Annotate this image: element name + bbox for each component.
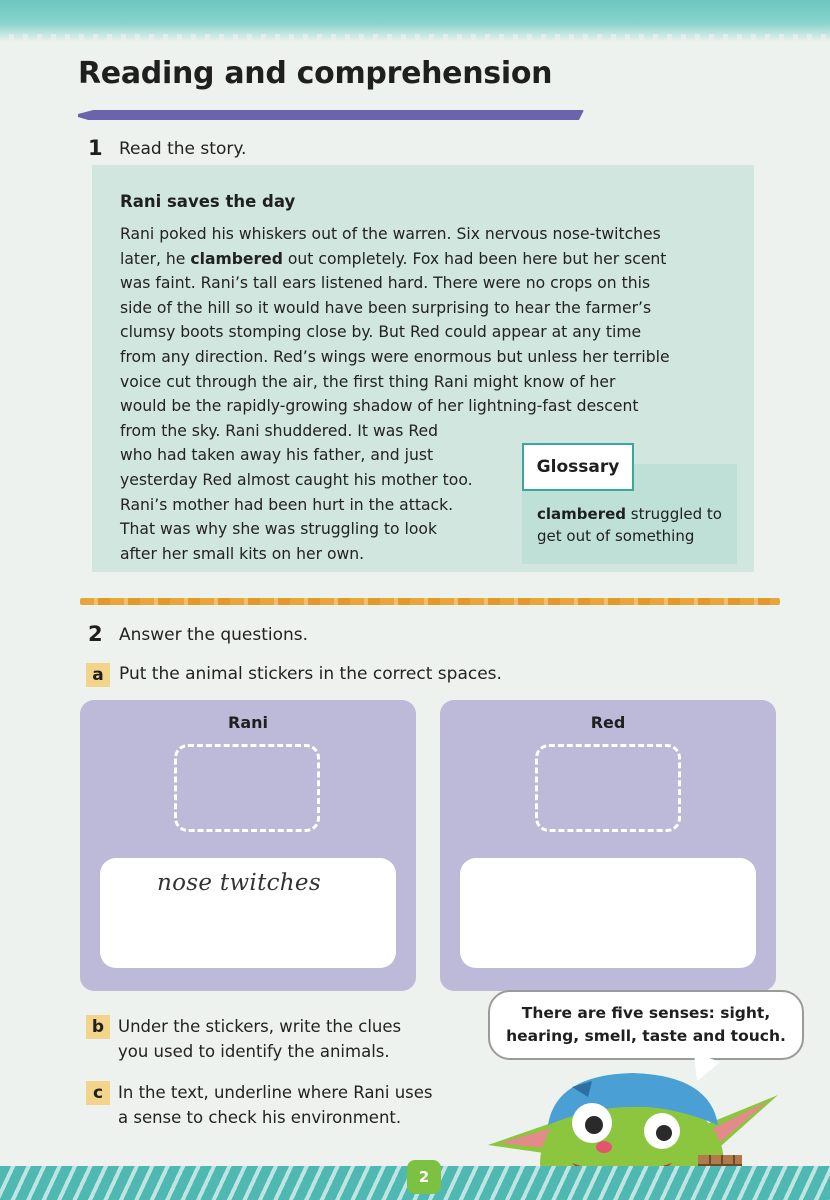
story-line: would be the rapidly-growing shadow of her lightning-fast descent: [120, 397, 639, 415]
story-line: That was why she was struggling to look: [120, 520, 437, 538]
rani-panel-label: Rani: [228, 713, 268, 732]
top-decorative-band: [0, 0, 830, 42]
question-1-number: 1: [88, 136, 103, 160]
story-line: from the sky. Rani shuddered. It was Red: [120, 422, 438, 440]
story-line: Rani poked his whiskers out of the warren. Six nervous nose-twitches: [120, 225, 661, 243]
story-line: was faint. Rani’s tall ears listened hard. There were no crops on this: [120, 274, 651, 292]
question-2b-text: Under the stickers, write the clues you used to identify the animals.: [118, 1017, 402, 1061]
story-line: yesterday Red almost caught his mother too.: [120, 471, 473, 489]
rani-sticker-slot[interactable]: [174, 744, 320, 832]
title-underline: [78, 110, 584, 120]
question-2a-letter: a: [86, 663, 110, 687]
red-answer-box[interactable]: [460, 858, 756, 968]
story-line: clumsy boots stomping close by. But Red could appear at any time: [120, 323, 642, 341]
section-divider: [80, 598, 780, 605]
red-panel-label: Red: [590, 713, 626, 732]
question-2b-letter: b: [86, 1015, 110, 1039]
question-2a-text: Put the animal stickers in the correct spaces.: [119, 664, 502, 684]
story-title: Rani saves the day: [120, 192, 296, 211]
page-number: 2: [407, 1160, 441, 1194]
story-line: later, he clambered out completely. Fox had been here but her scent: [120, 250, 667, 268]
question-2c-letter: c: [86, 1081, 110, 1105]
speech-bubble: There are five senses: sight, hearing, smell, taste and touch.: [488, 990, 804, 1060]
page-title: Reading and comprehension: [78, 56, 553, 91]
rani-handwritten-answer: nose twitches: [157, 870, 321, 896]
glossary-word-clambered: clambered: [190, 250, 283, 268]
glossary-term: clambered: [537, 505, 627, 523]
story-line: Rani’s mother had been hurt in the attack.: [120, 496, 454, 514]
story-line: who had taken away his father, and just: [120, 446, 434, 464]
question-2-instruction: Answer the questions.: [119, 625, 309, 645]
story-line: voice cut through the air, the first thing Rani might know of her: [120, 373, 616, 391]
story-line: side of the hill so it would have been surprising to hear the farmer’s: [120, 299, 652, 317]
glossary-definition: clambered struggled to get out of something: [537, 505, 722, 545]
question-2c-text: In the text, underline where Rani uses a sense to check his environment.: [118, 1083, 433, 1127]
question-1-instruction: Read the story.: [119, 139, 247, 159]
question-2-number: 2: [88, 622, 103, 646]
story-line: after her small kits on her own.: [120, 545, 365, 563]
story-line: from any direction. Red’s wings were enormous but unless her terrible: [120, 348, 670, 366]
glossary-heading: Glossary: [522, 443, 634, 491]
red-sticker-slot[interactable]: [535, 744, 681, 832]
